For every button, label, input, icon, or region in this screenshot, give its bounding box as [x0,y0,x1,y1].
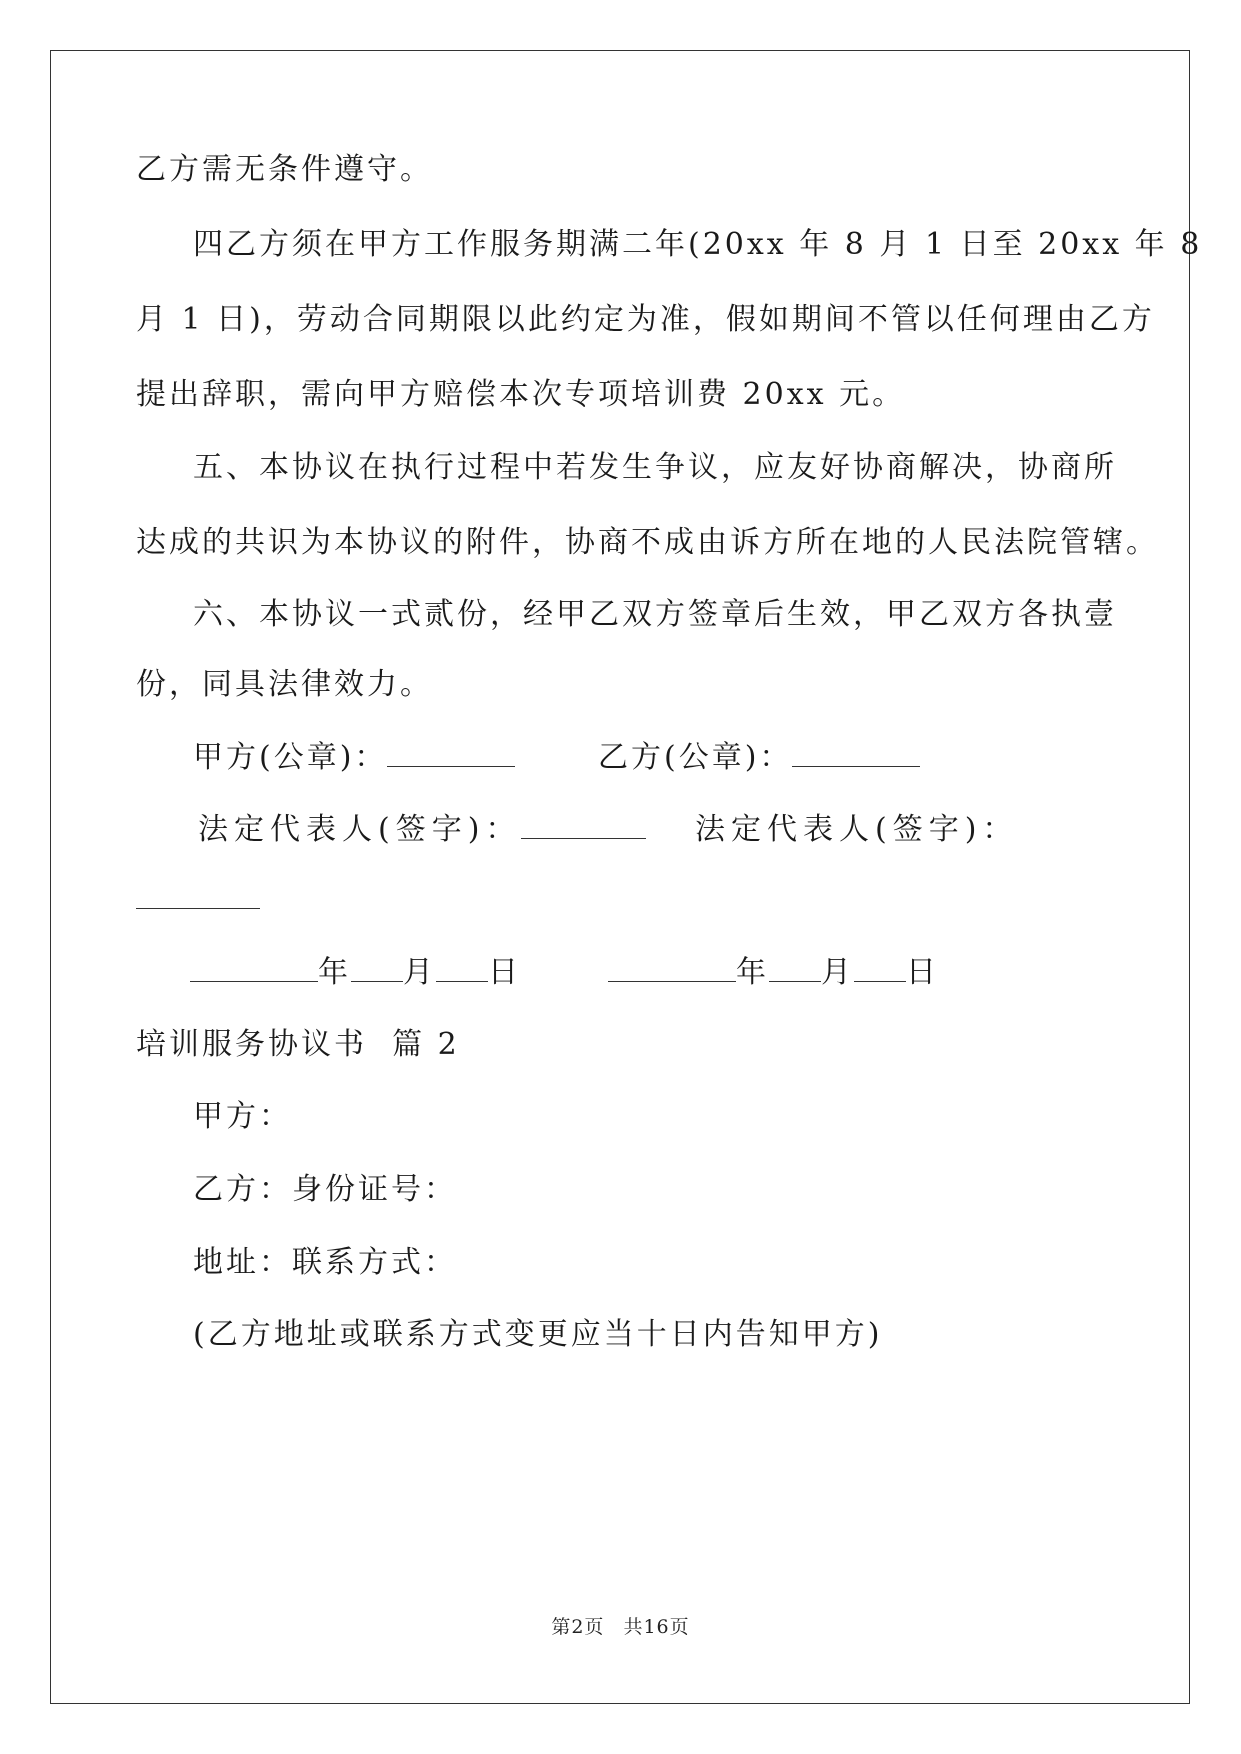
page-border [50,50,1190,1704]
party-a-seal-label: 甲方(公章)： [193,740,388,775]
paragraph-5-line-1: 五、本协议在执行过程中若发生争议，应友好协商解决，协商所 [193,450,1117,485]
paragraph-5-line-2: 达成的共识为本协议的附件，协商不成由诉方所在地的人民法院管辖。 [136,525,1159,560]
rep-b-blank-line [136,880,260,920]
paragraph-line: 乙方需无条件遵守。 [136,152,433,187]
party-b-seal-label: 乙方(公章)： [598,740,793,775]
date-a-day-blank [436,955,488,982]
date-a [190,953,521,993]
party-a-seal-blank [387,740,515,767]
date-a-day: 日 [488,955,521,990]
paragraph-4-line-1: 四乙方须在甲方工作服务期满二年(20xx 年 8 月 1 日至 20xx 年 8 [193,227,1203,262]
page-total: 共16页 [623,1616,690,1638]
section-heading: 培训服务协议书 篇 2 [136,1027,460,1062]
rep-b-label: 法定代表人(签字)： [695,812,1019,847]
paragraph-4-line-2: 月 1 日)，劳动合同期限以此约定为准，假如期间不管以任何理由乙方 [136,302,1155,337]
date-b-year-blank [608,955,736,982]
date-a-month-blank [351,955,403,982]
page-number: 第2页 [551,1616,605,1638]
rep-a-label: 法定代表人(签字)： [198,812,522,847]
rep-b-blank [136,882,260,909]
date-b-day: 日 [906,955,939,990]
address-note: (乙方地址或联系方式变更应当十日内告知甲方) [193,1317,883,1352]
party-a-seal [193,738,515,778]
party-b-seal [598,738,920,778]
page-footer [0,1612,1241,1639]
paragraph-6-line-1: 六、本协议一式贰份，经甲乙双方签章后生效，甲乙双方各执壹 [193,597,1117,632]
paragraph-6-line-2: 份，同具法律效力。 [136,667,433,702]
date-a-year-blank [190,955,318,982]
date-a-month: 月 [403,955,436,990]
party-b-seal-blank [792,740,920,767]
date-a-year: 年 [318,955,351,990]
paragraph-4-line-3: 提出辞职，需向甲方赔偿本次专项培训费 20xx 元。 [136,377,906,412]
rep-b [695,810,1018,850]
date-b-year: 年 [736,955,769,990]
date-b-month: 月 [821,955,854,990]
date-b-month-blank [769,955,821,982]
date-b-day-blank [854,955,906,982]
rep-a [198,810,646,850]
date-b [608,953,939,993]
party-a-field: 甲方： [193,1099,292,1134]
party-b-field: 乙方：身份证号： [193,1172,457,1207]
rep-a-blank [521,812,646,839]
address-field: 地址：联系方式： [193,1245,457,1280]
